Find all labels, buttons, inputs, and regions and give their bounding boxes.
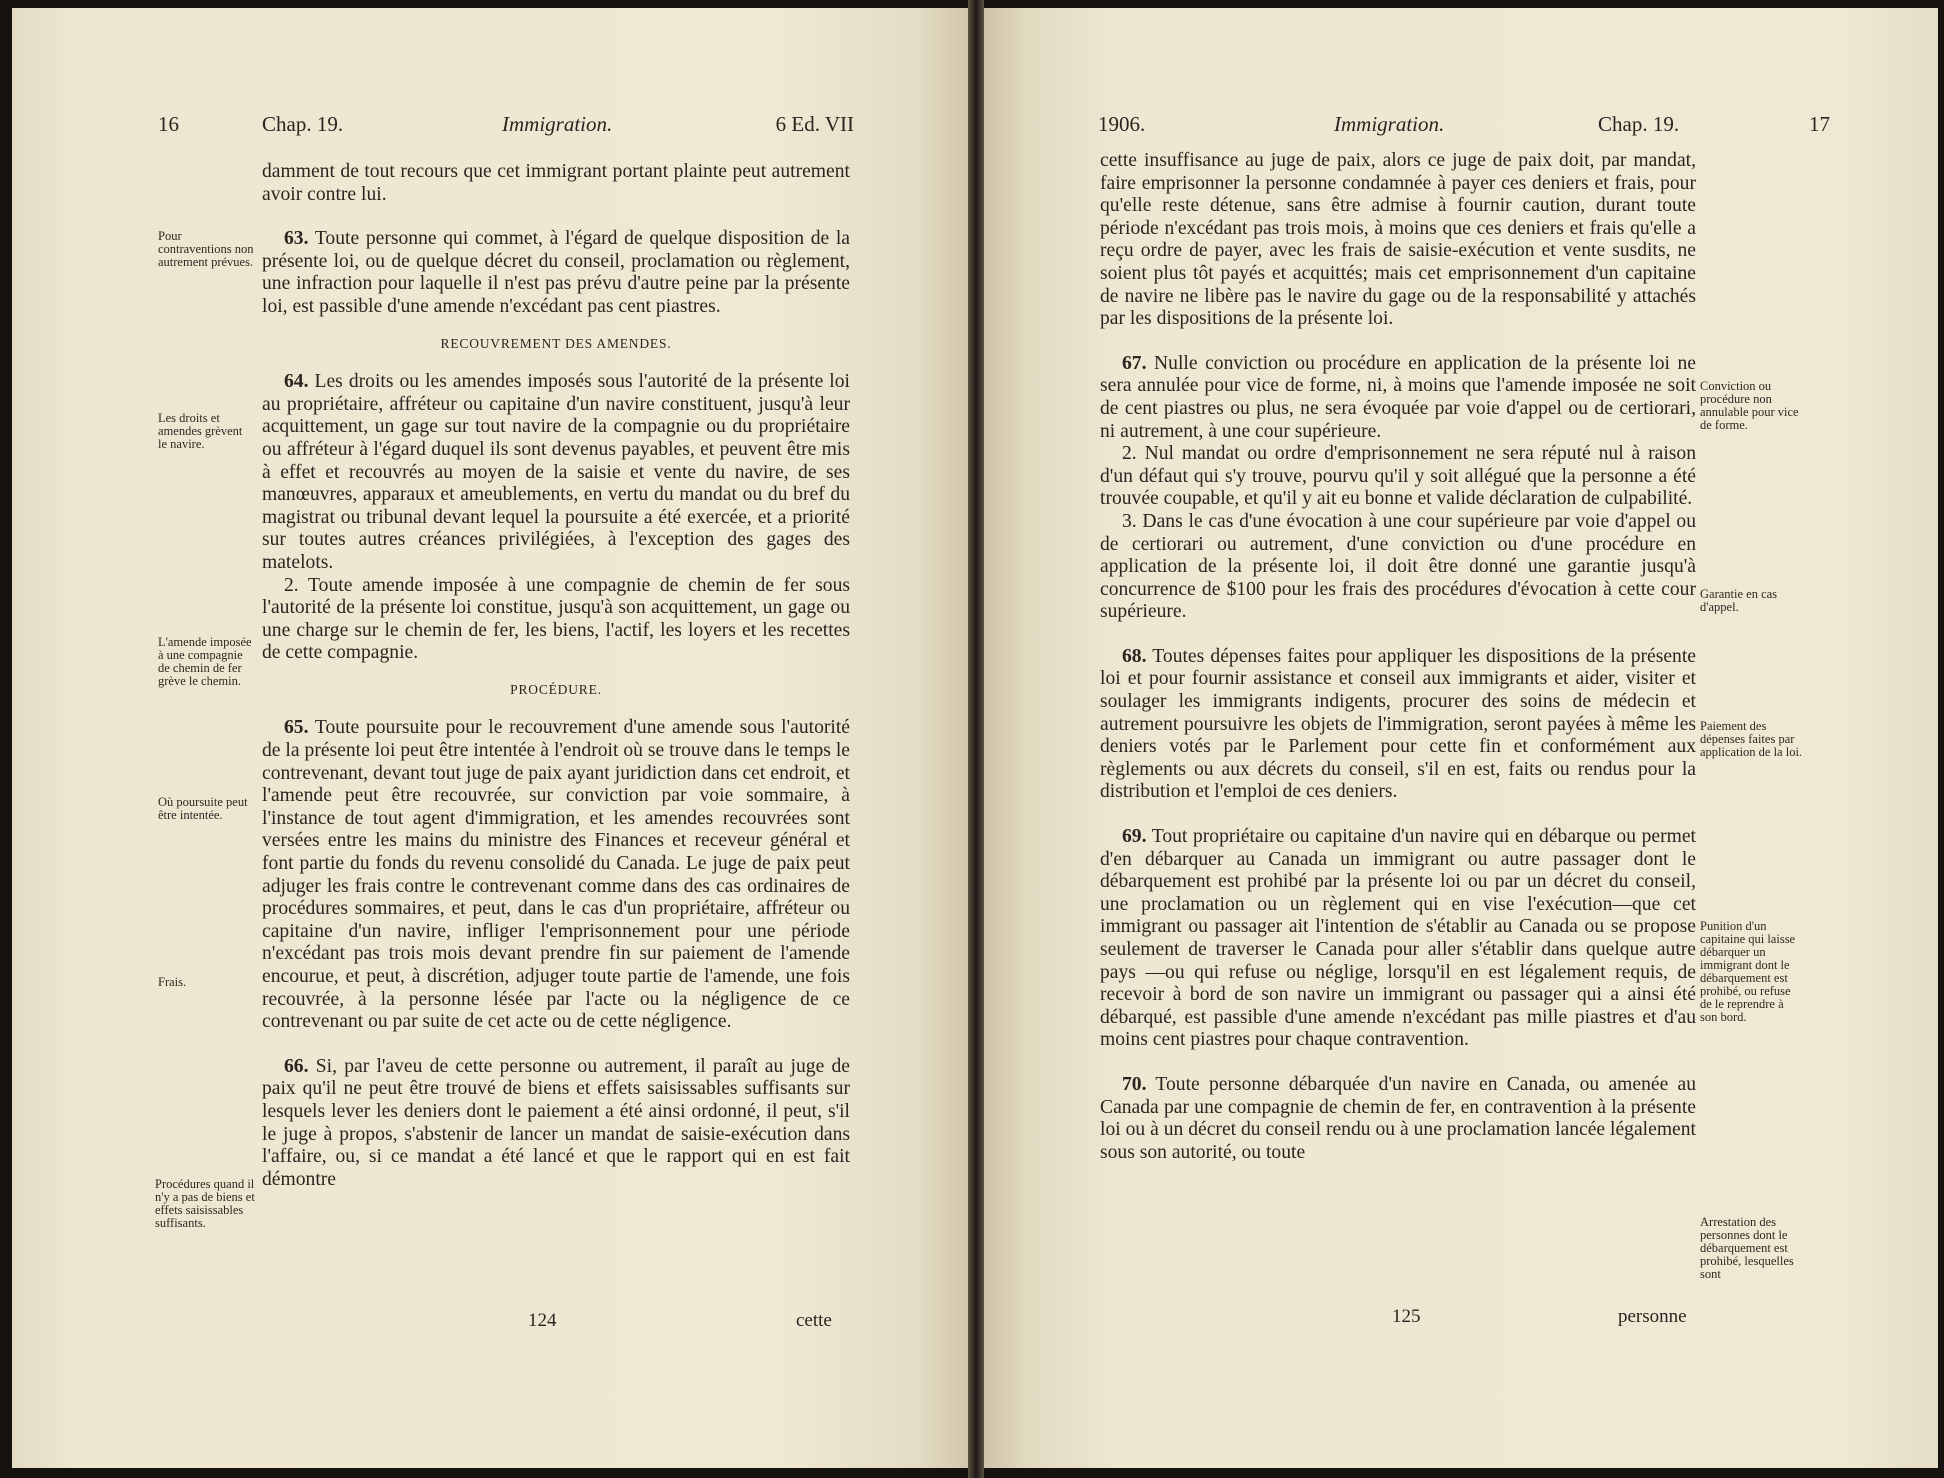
section-63-number: 63. xyxy=(284,228,309,250)
section-70-text: Toute personne débarquée d'un navire en Canada, ou amenée au Canada par une compagnie de chemin de fer, en contravention à la présente loi ou à un décret du conseil rendu ou à une proclamation lancée légalement sous son autorité, ou toute xyxy=(1100,1073,1696,1163)
right-year: 1906. xyxy=(1098,112,1146,136)
section-67-text: Nulle conviction ou procédure en application de la présente loi ne sera annulée pour vice de forme, ni, à moins que l'amende imposée ne soit de cent piastres ou plus, ne sera évoquée par voie d'appel ou de certiorari, ni autrement, à une cour supérieure. xyxy=(1100,352,1697,442)
left-page-body xyxy=(262,161,850,1191)
margin-note-68: Paiement des dépenses faites par application de la loi. xyxy=(1700,719,1803,759)
margin-note-66: Procédures quand il n'y a pas de biens et effets saisissables suffisants. xyxy=(155,1177,255,1230)
left-folio: 124 xyxy=(528,1310,557,1331)
section-66-number: 66. xyxy=(284,1055,309,1077)
section-63 xyxy=(262,228,850,318)
section-69-number: 69. xyxy=(1122,826,1147,848)
right-running-title: Immigration. xyxy=(1334,112,1445,136)
section-64-subsection-2: 2. Toute amende imposée à une compagnie de chemin de fer sous l'autorité de la présente loi constitue, jusqu'à son acquittement, un gage ou une charge sur le chemin de fer, les biens, l'actif, les loyers et les recettes de cette compagnie. xyxy=(262,574,850,664)
right-running-head xyxy=(1098,112,1830,137)
margin-note-65-frais: Frais. xyxy=(158,975,187,989)
left-carryover-paragraph: damment de tout recours que cet immigrant portant plainte peut autrement avoir contre lui. xyxy=(262,161,850,205)
section-64-number: 64. xyxy=(284,371,309,393)
margin-note-65: Où poursuite peut être intentée. xyxy=(158,795,248,822)
heading-procedure: PROCÉDURE. xyxy=(510,681,602,697)
right-page-number: 17 xyxy=(1809,112,1830,136)
section-70-number: 70. xyxy=(1122,1073,1147,1095)
section-70 xyxy=(1100,1074,1696,1164)
section-68-number: 68. xyxy=(1122,645,1147,667)
right-folio: 125 xyxy=(1392,1306,1421,1327)
left-running-head xyxy=(158,112,854,137)
left-regnal-year: 6 Ed. VII xyxy=(775,112,854,136)
heading-recouvrement: RECOUVREMENT DES AMENDES. xyxy=(440,335,672,351)
section-68-text: Toutes dépenses faites pour appliquer les dispositions de la présente loi et pour fournir assistance et conseil aux immigrants et aider, visiter et soulager les immigrants indigents, procurer des soins de médecin et autrement poursuivre les objets de l'immigration, seront payées à même les deniers votés par le Parlement pour cette fin et conformément aux règlements ou aux décrets du conseil, s'il en est, faits ou rendus pour la distribution et l'emploi de ces deniers. xyxy=(1100,645,1696,803)
section-67-subsection-3: 3. Dans le cas d'une évocation à une cour supérieure par voie d'appel ou de certiorari ou autrement, d'une conviction ou d'une procédure en application de la présente loi, il doit être donné une garantie jusqu'à concurrence de $100 pour les frais des procédures d'évocation à cette cour supérieure. xyxy=(1100,510,1696,623)
left-catchword: cette xyxy=(796,1310,832,1331)
left-page-number: 16 xyxy=(158,112,179,136)
section-64 xyxy=(262,371,850,574)
section-69 xyxy=(1100,826,1696,1052)
margin-note-63: Pour contraventions non autrement prévues. xyxy=(158,229,254,269)
margin-note-67-3: Garantie en cas d'appel. xyxy=(1700,587,1778,614)
section-65-number: 65. xyxy=(284,717,309,739)
left-running-title: Immigration. xyxy=(502,112,613,136)
right-carryover-paragraph: cette insuffisance au juge de paix, alors ce juge de paix doit, par mandat, faire emprisonner la personne condamnée à payer ces deniers et frais, pour qu'elle reste détenue, sans être admise à fournir caution, durant toute période n'excédant pas trois mois, à moins que ces deniers et frais qu'elle a reçu ordre de payer, avec les frais de saisie-exécution et vente susdits, ne soient plus tôt payés et acquittés; mais cet emprisonnement d'un capitaine de navire ne libère pas le navire du gage ou de la responsabilité y attachés par les dispositions de la présente loi. xyxy=(1100,150,1696,330)
section-69-text: Tout propriétaire ou capitaine d'un navire qui en débarque ou permet d'en débarquer au Canada un immigrant ou autre passager dont le débarquement est prohibé par la présente loi ou par un décret du conseil, une proclamation ou un règlement qui en vise l'exécution—que cet immigrant ou passager ait l'intention de s'établir au Canada ou se propose seulement de traverser le Canada pour aller s'établir dans quelque autre pays —ou qui refuse ou néglige, lorsqu'il en est légalement requis, de recevoir à bord de son navire un immigrant ou passager qui a ainsi été débarqué, est passible d'une amende n'excédant pas mille piastres et d'au moins cent piastres pour chaque contravention. xyxy=(1100,826,1696,1051)
section-68 xyxy=(1100,646,1696,804)
section-65-text: Toute poursuite pour le recouvrement d'une amende sous l'autorité de la présente loi peut être intentée à l'endroit où se trouve dans le temps le contrevenant, devant tout juge de paix ayant juridiction dans cet endroit, et l'amende peut être recouvrée, sur conviction par voie sommaire, à l'instance de tout agent d'immigration, et les amendes recouvrées sont versées entre les mains du ministre des Finances et receveur général et font partie du fonds du revenu consolidé du Canada. Le juge de paix peut adjuger les frais contre le contrevenant comme dans des cas ordinaires de procédures sommaires, et peut, dans le cas d'un propriétaire, affréteur ou capitaine d'un navire, infliger l'emprisonnement pour une période n'excédant pas trois mois devant prendre fin sur paiement de l'amende encourue, et peut, à discrétion, adjuger toute partie de l'amende, une fois recouvrée, à la personne lésée par l'acte ou la négligence de ce contrevenant ou par suite de cet acte ou de cette négligence. xyxy=(262,717,850,1033)
section-63-text: Toute personne qui commet, à l'égard de quelque disposition de la présente loi, ou de quelque décret du conseil, proclamation ou règlement, une infraction pour laquelle il n'est pas prévu d'autre peine par la présente loi, est passible d'une amende n'excédant pas cent piastres. xyxy=(262,228,851,317)
margin-note-67: Conviction ou procédure non annulable pour vice de forme. xyxy=(1700,379,1799,432)
right-catchword: personne xyxy=(1618,1306,1687,1327)
margin-note-69: Punition d'un capitaine qui laisse débarquer un immigrant dont le débarquement est prohibé, ou refuse de le reprendre à son bord. xyxy=(1700,919,1796,1024)
section-66 xyxy=(262,1056,850,1192)
left-chapter: Chap. 19. xyxy=(262,112,344,136)
book-gutter xyxy=(968,0,984,1478)
margin-note-64-2: L'amende imposée à une compagnie de chemin de fer grève le chemin. xyxy=(158,635,252,688)
margin-note-64: Les droits et amendes grèvent le navire. xyxy=(158,411,243,451)
margin-note-70: Arrestation des personnes dont le débarquement est prohibé, lesquelles sont xyxy=(1700,1215,1794,1281)
right-chapter: Chap. 19. xyxy=(1598,112,1680,136)
section-67-subsection-2: 2. Nul mandat ou ordre d'emprisonnement ne sera réputé nul à raison d'un défaut qui s'y trouve, pourvu qu'il y soit allégué que la personne a été trouvée coupable, et qu'il y ait eu bonne et valide déclaration de culpabilité. xyxy=(1100,443,1696,510)
section-67 xyxy=(1100,353,1696,443)
section-65 xyxy=(262,717,850,1033)
section-67-number: 67. xyxy=(1122,352,1147,374)
section-66-text: Si, par l'aveu de cette personne ou autrement, il paraît au juge de paix qu'il ne peut être trouvé de biens et effets saisissables suffisants sur lesquels lever les deniers dont le paiement a été ainsi ordonné, il peut, s'il le juge à propos, s'abstenir de lancer un mandat de saisie-exécution dans l'affaire, ou, si ce mandat a été lancé et que le rapport qui en est fait démontre xyxy=(262,1055,850,1190)
right-page-body xyxy=(1100,150,1696,1164)
section-64-text: Les droits ou les amendes imposés sous l'autorité de la présente loi au propriétaire, affréteur ou capitaine d'un navire constituent, jusqu'à leur acquittement, un gage sur tout navire de la compagnie ou du propriétaire ou affréteur à l'égard duquel ils sont devenus payables, et peuvent être mis à effet et recouvrés au moyen de la saisie et vente du navire, de ses manœuvres, apparaux et ameublements, en vertu du mandat ou du bref du magistrat ou tribunal devant lequel la poursuite a été exercée, et a priorité sur toutes autres créances privilégiées, à l'exception des gages des matelots. xyxy=(262,371,850,573)
